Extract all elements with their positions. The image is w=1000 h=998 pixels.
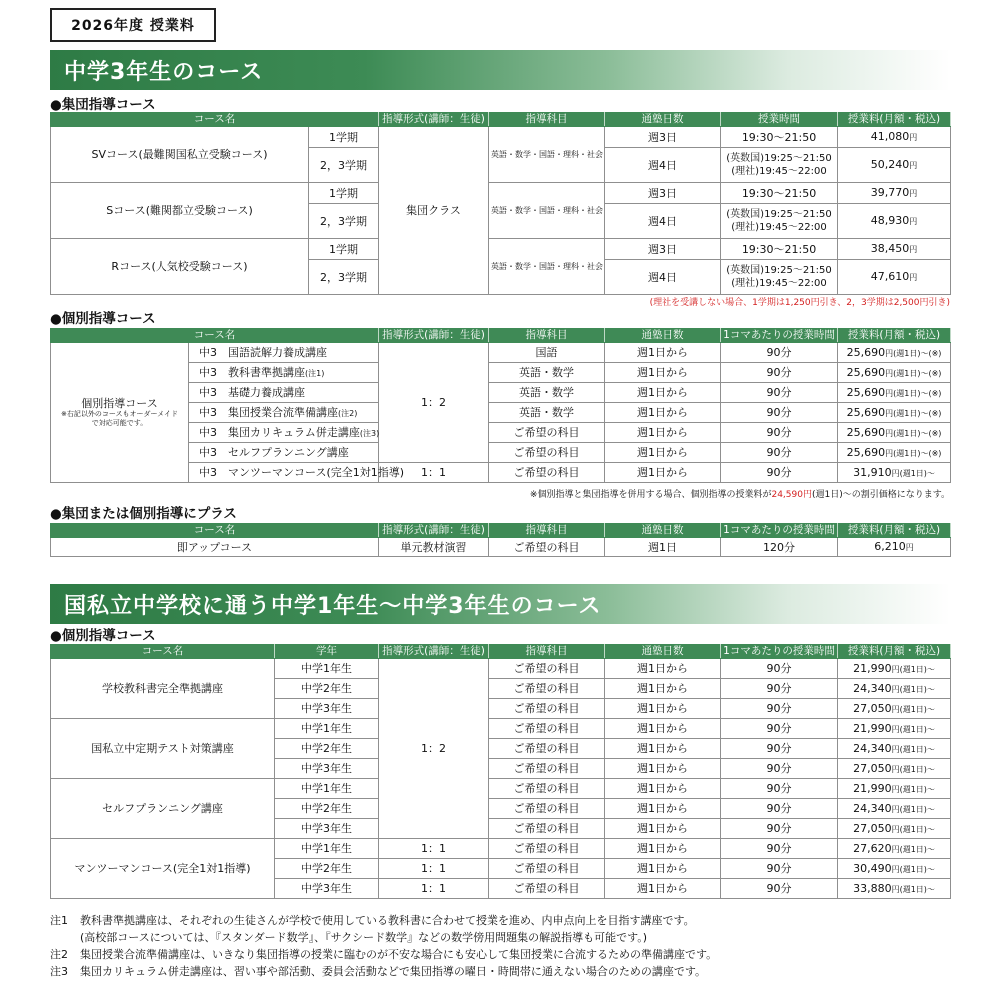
time: (英数国)19:25〜21:50 (理社)19:45〜22:00 (721, 148, 838, 183)
fee: 39,770円 (838, 183, 951, 204)
col-header: 1コマあたりの授業時間 (721, 524, 838, 538)
subject: ご希望の科目 (489, 719, 605, 739)
time: 90分 (721, 779, 838, 799)
section-banner-title: 国私立中学校に通う中学1年生〜中学3年生のコース (64, 594, 602, 619)
subject: ご希望の科目 (489, 799, 605, 819)
days: 週3日 (605, 239, 721, 260)
grade: 中学2年生 (275, 859, 379, 879)
course-name: 中3 基礎力養成講座 (189, 383, 379, 403)
time: 90分 (721, 879, 838, 899)
group-course-heading: ●集団指導コース (50, 97, 156, 113)
days: 週3日 (605, 183, 721, 204)
days: 週4日 (605, 204, 721, 239)
subject: ご希望の科目 (489, 443, 605, 463)
term: 2，3学期 (309, 148, 379, 183)
ratio: 1：2 (379, 343, 489, 463)
plus-course-heading: ●集団または個別指導にプラス (50, 506, 237, 522)
course-name: 中3 集団授業合流準備講座(注2) (189, 403, 379, 423)
subject: ご希望の科目 (489, 463, 605, 483)
fee: 50,240円 (838, 148, 951, 183)
col-header: 通塾日数 (605, 524, 721, 538)
grade: 中学3年生 (275, 759, 379, 779)
days: 週4日 (605, 148, 721, 183)
col-header: 授業料(月額・税込) (838, 524, 951, 538)
days: 週1日から (605, 839, 721, 859)
individual-course-label: 個別指導コース ※右記以外のコースもオーダーメイドで対応可能です。 (51, 343, 189, 483)
days: 週4日 (605, 260, 721, 295)
subject: 国語 (489, 343, 605, 363)
subject: 英語・数学 (489, 363, 605, 383)
col-header: 通塾日数 (605, 113, 721, 127)
table-row (51, 659, 951, 679)
term: 1学期 (309, 183, 379, 204)
fee: 30,490円(週1日)〜 (838, 859, 951, 879)
table-row (51, 719, 951, 739)
days: 週1日から (605, 443, 721, 463)
days: 週1日から (605, 859, 721, 879)
col-header: 授業料(月額・税込) (838, 645, 951, 659)
fee: 27,050円(週1日)〜 (838, 759, 951, 779)
course-name: Sコース(難関都立受験コース) (51, 183, 309, 239)
time: 90分 (721, 403, 838, 423)
time: 90分 (721, 383, 838, 403)
col-header: 指導科目 (489, 645, 605, 659)
col-header: 指導形式(講師：生徒) (379, 524, 489, 538)
col-header: コース名 (51, 329, 379, 343)
footnote: 注2 集団授業合流準備講座は、いきなり集団指導の授業に臨むのが不安な場合にも安心して集団授業に合流するための準備講座です。 (50, 948, 718, 961)
ratio: 1：1 (379, 463, 489, 483)
col-header: 指導科目 (489, 524, 605, 538)
days: 週3日 (605, 127, 721, 148)
subjects: 英語・数学・国語・理科・社会 (489, 183, 605, 239)
course-name: 国私立中定期テスト対策講座 (51, 719, 275, 779)
subject: ご希望の科目 (489, 759, 605, 779)
subject: ご希望の科目 (489, 819, 605, 839)
fee: 25,690円(週1日)〜(※) (838, 383, 951, 403)
fee: 41,080円 (838, 127, 951, 148)
footnote: (高校部コースについては、『スタンダード数学』、『サクシード数学』などの数学傍用問題集の解説指導も可能です。) (80, 931, 648, 944)
subject: ご希望の科目 (489, 538, 605, 557)
fee: 27,620円(週1日)〜 (838, 839, 951, 859)
time: 90分 (721, 719, 838, 739)
fee: 24,340円(週1日)〜 (838, 739, 951, 759)
time: 90分 (721, 659, 838, 679)
subject: ご希望の科目 (489, 423, 605, 443)
plus-course-table (50, 523, 951, 557)
grade: 中学3年生 (275, 879, 379, 899)
term: 1学期 (309, 239, 379, 260)
course-name: Rコース(人気校受験コース) (51, 239, 309, 295)
time: 90分 (721, 839, 838, 859)
time: (英数国)19:25〜21:50 (理社)19:45〜22:00 (721, 260, 838, 295)
subject: ご希望の科目 (489, 779, 605, 799)
course-name: 中3 国語読解力養成講座 (189, 343, 379, 363)
combined-discount-note: ※個別指導と集団指導を併用する場合、個別指導の授業料が24,590円(週1日)〜の割引価格になります。 (529, 490, 950, 500)
time: 90分 (721, 699, 838, 719)
fee: 25,690円(週1日)〜(※) (838, 363, 951, 383)
table-row (51, 183, 951, 204)
fee: 24,340円(週1日)〜 (838, 799, 951, 819)
subjects: 英語・数学・国語・理科・社会 (489, 127, 605, 183)
fee: 24,340円(週1日)〜 (838, 679, 951, 699)
fee: 27,050円(週1日)〜 (838, 819, 951, 839)
individual-course-heading: ●個別指導コース (50, 311, 156, 327)
course-name: セルフプランニング講座 (51, 779, 275, 839)
fee: 21,990円(週1日)〜 (838, 719, 951, 739)
col-header: 指導科目 (489, 113, 605, 127)
days: 週1日から (605, 659, 721, 679)
individual-course-table (50, 328, 951, 483)
fee: 21,990円(週1日)〜 (838, 779, 951, 799)
course-name: 中3 セルフプランニング講座 (189, 443, 379, 463)
format: 単元教材演習 (379, 538, 489, 557)
time: 90分 (721, 443, 838, 463)
grade: 中学3年生 (275, 819, 379, 839)
subject: ご希望の科目 (489, 699, 605, 719)
subject: ご希望の科目 (489, 859, 605, 879)
days: 週1日から (605, 819, 721, 839)
fee: 38,450円 (838, 239, 951, 260)
col-header: 通塾日数 (605, 329, 721, 343)
days: 週1日から (605, 759, 721, 779)
days: 週1日から (605, 403, 721, 423)
subject: ご希望の科目 (489, 839, 605, 859)
grade: 中学1年生 (275, 839, 379, 859)
time: 120分 (721, 538, 838, 557)
col-header: 授業時間 (721, 113, 838, 127)
days: 週1日から (605, 423, 721, 443)
col-header: 授業料(月額・税込) (838, 113, 951, 127)
col-header: 指導形式(講師：生徒) (379, 329, 489, 343)
term: 2，3学期 (309, 260, 379, 295)
subject: ご希望の科目 (489, 679, 605, 699)
days: 週1日から (605, 879, 721, 899)
days: 週1日から (605, 383, 721, 403)
fee: 33,880円(週1日)〜 (838, 879, 951, 899)
col-header: コース名 (51, 645, 275, 659)
time: 90分 (721, 423, 838, 443)
ratio: 1：2 (379, 659, 489, 839)
days: 週1日から (605, 679, 721, 699)
col-header: 指導形式(講師：生徒) (379, 645, 489, 659)
course-name: マンツーマンコース(完全1対1指導) (51, 839, 275, 899)
grade: 中学1年生 (275, 719, 379, 739)
fee: 21,990円(週1日)〜 (838, 659, 951, 679)
subject: ご希望の科目 (489, 879, 605, 899)
fee: 47,610円 (838, 260, 951, 295)
ratio: 1：1 (379, 839, 489, 859)
page-title: 2026年度 授業料 (50, 8, 216, 42)
col-header: 授業料(月額・税込) (838, 329, 951, 343)
col-header: 通塾日数 (605, 645, 721, 659)
time: 19:30〜21:50 (721, 239, 838, 260)
ratio: 1：1 (379, 879, 489, 899)
days: 週1日から (605, 463, 721, 483)
time: 90分 (721, 679, 838, 699)
private-individual-heading: ●個別指導コース (50, 628, 156, 644)
table-row (51, 538, 951, 557)
course-name: 中3 教科書準拠講座(注1) (189, 363, 379, 383)
time: 90分 (721, 759, 838, 779)
subject: ご希望の科目 (489, 739, 605, 759)
fee: 25,690円(週1日)〜(※) (838, 423, 951, 443)
group-discount-note: (理社を受講しない場合、1学期は1,250円引き、2，3学期は2,500円引き) (649, 298, 950, 308)
ratio: 1：1 (379, 859, 489, 879)
fee: 25,690円(週1日)〜(※) (838, 403, 951, 423)
time: 90分 (721, 363, 838, 383)
section-banner-private-school (50, 584, 950, 624)
time: (英数国)19:25〜21:50 (理社)19:45〜22:00 (721, 204, 838, 239)
time: 90分 (721, 819, 838, 839)
course-name: SVコース(最難関国私立受験コース) (51, 127, 309, 183)
grade: 中学2年生 (275, 679, 379, 699)
days: 週1日から (605, 779, 721, 799)
subjects: 英語・数学・国語・理科・社会 (489, 239, 605, 295)
time: 90分 (721, 799, 838, 819)
time: 90分 (721, 859, 838, 879)
term: 2，3学期 (309, 204, 379, 239)
fee: 25,690円(週1日)〜(※) (838, 343, 951, 363)
subject: 英語・数学 (489, 383, 605, 403)
days: 週1日から (605, 739, 721, 759)
grade: 中学2年生 (275, 799, 379, 819)
time: 90分 (721, 343, 838, 363)
col-header: コース名 (51, 524, 379, 538)
footnote: 注1 教科書準拠講座は、それぞれの生徒さんが学校で使用している教科書に合わせて授業を進め、内申点向上を目指す講座です。 (50, 914, 695, 927)
time: 90分 (721, 463, 838, 483)
section-banner-grade3 (50, 50, 950, 90)
group-course-table (50, 112, 951, 295)
days: 週1日から (605, 799, 721, 819)
course-name: 中3 集団カリキュラム併走講座(注3) (189, 423, 379, 443)
days: 週1日から (605, 363, 721, 383)
days: 週1日から (605, 719, 721, 739)
fee: 25,690円(週1日)〜(※) (838, 443, 951, 463)
col-header: 学年 (275, 645, 379, 659)
days: 週1日 (605, 538, 721, 557)
footnote: 注3 集団カリキュラム併走講座は、習い事や部活動、委員会活動などで集団指導の曜日・時間帯に通えない場合のための講座です。 (50, 965, 707, 978)
private-individual-table (50, 644, 951, 899)
fee: 6,210円 (838, 538, 951, 557)
time: 90分 (721, 739, 838, 759)
days: 週1日から (605, 343, 721, 363)
grade: 中学1年生 (275, 779, 379, 799)
table-row (51, 839, 951, 859)
footnotes (50, 912, 717, 980)
col-header: コース名 (51, 113, 379, 127)
grade: 中学1年生 (275, 659, 379, 679)
term: 1学期 (309, 127, 379, 148)
time: 19:30〜21:50 (721, 127, 838, 148)
col-header: 1コマあたりの授業時間 (721, 329, 838, 343)
format: 集団クラス (379, 127, 489, 295)
table-row (51, 127, 951, 148)
col-header: 1コマあたりの授業時間 (721, 645, 838, 659)
col-header: 指導形式(講師：生徒) (379, 113, 489, 127)
table-row (51, 343, 951, 363)
course-name: 即アップコース (51, 538, 379, 557)
table-row (51, 239, 951, 260)
fee: 27,050円(週1日)〜 (838, 699, 951, 719)
fee: 48,930円 (838, 204, 951, 239)
course-name: 学校教科書完全準拠講座 (51, 659, 275, 719)
subject: 英語・数学 (489, 403, 605, 423)
section-banner-title: 中学3年生のコース (64, 60, 264, 85)
table-row (51, 779, 951, 799)
fee: 31,910円(週1日)〜 (838, 463, 951, 483)
grade: 中学3年生 (275, 699, 379, 719)
subject: ご希望の科目 (489, 659, 605, 679)
time: 19:30〜21:50 (721, 183, 838, 204)
course-name: 中3 マンツーマンコース(完全1対1指導) (189, 463, 379, 483)
days: 週1日から (605, 699, 721, 719)
col-header: 指導科目 (489, 329, 605, 343)
grade: 中学2年生 (275, 739, 379, 759)
